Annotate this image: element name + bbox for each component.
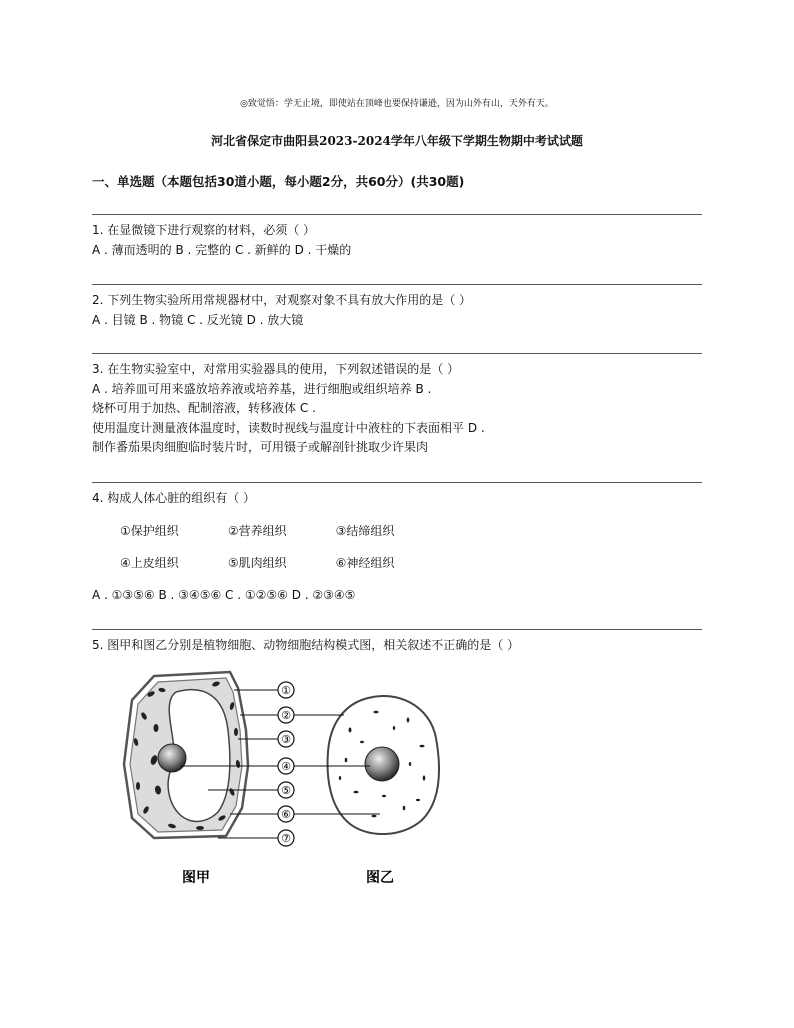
question-3 [92, 353, 702, 458]
question-4-answers [92, 586, 702, 606]
question-2 [92, 284, 702, 330]
divider [92, 482, 702, 483]
question-5 [92, 629, 702, 656]
divider [92, 629, 702, 630]
question-4 [92, 482, 702, 509]
tissue-row-2 [120, 554, 440, 571]
tissue-option: ⑤肌肉组织 [227, 556, 287, 570]
label-text: ⑤ [281, 784, 291, 797]
tissue-option: ①保护组织 [120, 524, 179, 538]
label-text: ① [281, 684, 291, 697]
question-option-line: A . 培养皿可用来盛放培养液或培养基，进行细胞或组织培养 B . [92, 381, 432, 396]
question-option-line: 烧杯可用于加热、配制溶液，转移液体 C . [92, 401, 316, 415]
question-stem: 1. 在显微镜下进行观察的材料，必须（ ） [92, 223, 316, 237]
question-options: A . ①③⑤⑥ B . ③④⑤⑥ C . ①②⑤⑥ D . ②③④⑤ [92, 588, 356, 602]
tissue-option: ⑥神经组织 [335, 556, 395, 570]
label-7 [278, 830, 294, 846]
label-text: ③ [281, 733, 291, 746]
question-1 [92, 214, 702, 260]
question-options: A . 目镜 B . 物镜 C . 反光镜 D . 放大镜 [92, 312, 304, 327]
header-motto: ◎致觉悟：学无止境，即使站在顶峰也要保持谦逊，因为山外有山，天外有天。 [240, 99, 554, 109]
label-3 [278, 731, 294, 747]
question-stem: 3. 在生物实验室中，对常用实验器具的使用，下列叙述错误的是（ ） [92, 362, 460, 376]
label-text: ④ [281, 760, 291, 773]
question-stem: 4. 构成人体心脏的组织有（ ） [92, 491, 256, 505]
label-4 [278, 758, 294, 774]
figure-caption-left: 图甲 [182, 870, 210, 886]
label-text: ⑥ [281, 808, 291, 821]
tissue-option: ②营养组织 [227, 524, 287, 538]
label-text: ⑦ [281, 832, 291, 845]
animal-nucleus [365, 747, 399, 781]
question-options: A . 薄而透明的 B . 完整的 C . 新鲜的 D . 干燥的 [92, 242, 352, 257]
tissue-option: ③结缔组织 [335, 524, 395, 538]
divider [92, 284, 702, 285]
label-markers [278, 682, 294, 846]
label-2 [278, 707, 294, 723]
figure-caption-right: 图乙 [366, 870, 394, 886]
question-stem: 5. 图甲和图乙分别是植物细胞、动物细胞结构模式图，相关叙述不正确的是（ ） [92, 638, 520, 652]
question-option-line: 使用温度计测量液体温度时，读数时视线与温度计中液柱的下表面相平 D . [92, 420, 485, 435]
cell-diagram [118, 668, 458, 897]
tissue-row-1 [120, 522, 440, 539]
question-stem: 2. 下列生物实验所用常规器材中，对观察对象不具有放大作用的是（ ） [92, 293, 472, 307]
divider [92, 353, 702, 354]
tissue-option: ④上皮组织 [120, 556, 179, 570]
label-1 [278, 682, 294, 698]
question-option-line: 制作番茄果肉细胞临时装片时，可用镊子或解剖针挑取少许果肉 [92, 440, 429, 454]
label-5 [278, 782, 294, 798]
plant-nucleus [158, 744, 186, 772]
label-6 [278, 806, 294, 822]
section-heading: 一、单选题（本题包括30道小题，每小题2分，共60分）(共30题) [92, 174, 465, 189]
cell-diagram-svg [118, 668, 458, 893]
label-text: ② [281, 709, 291, 722]
page-title: 河北省保定市曲阳县2023-2024学年八年级下学期生物期中考试试题 [211, 134, 583, 148]
divider [92, 214, 702, 215]
